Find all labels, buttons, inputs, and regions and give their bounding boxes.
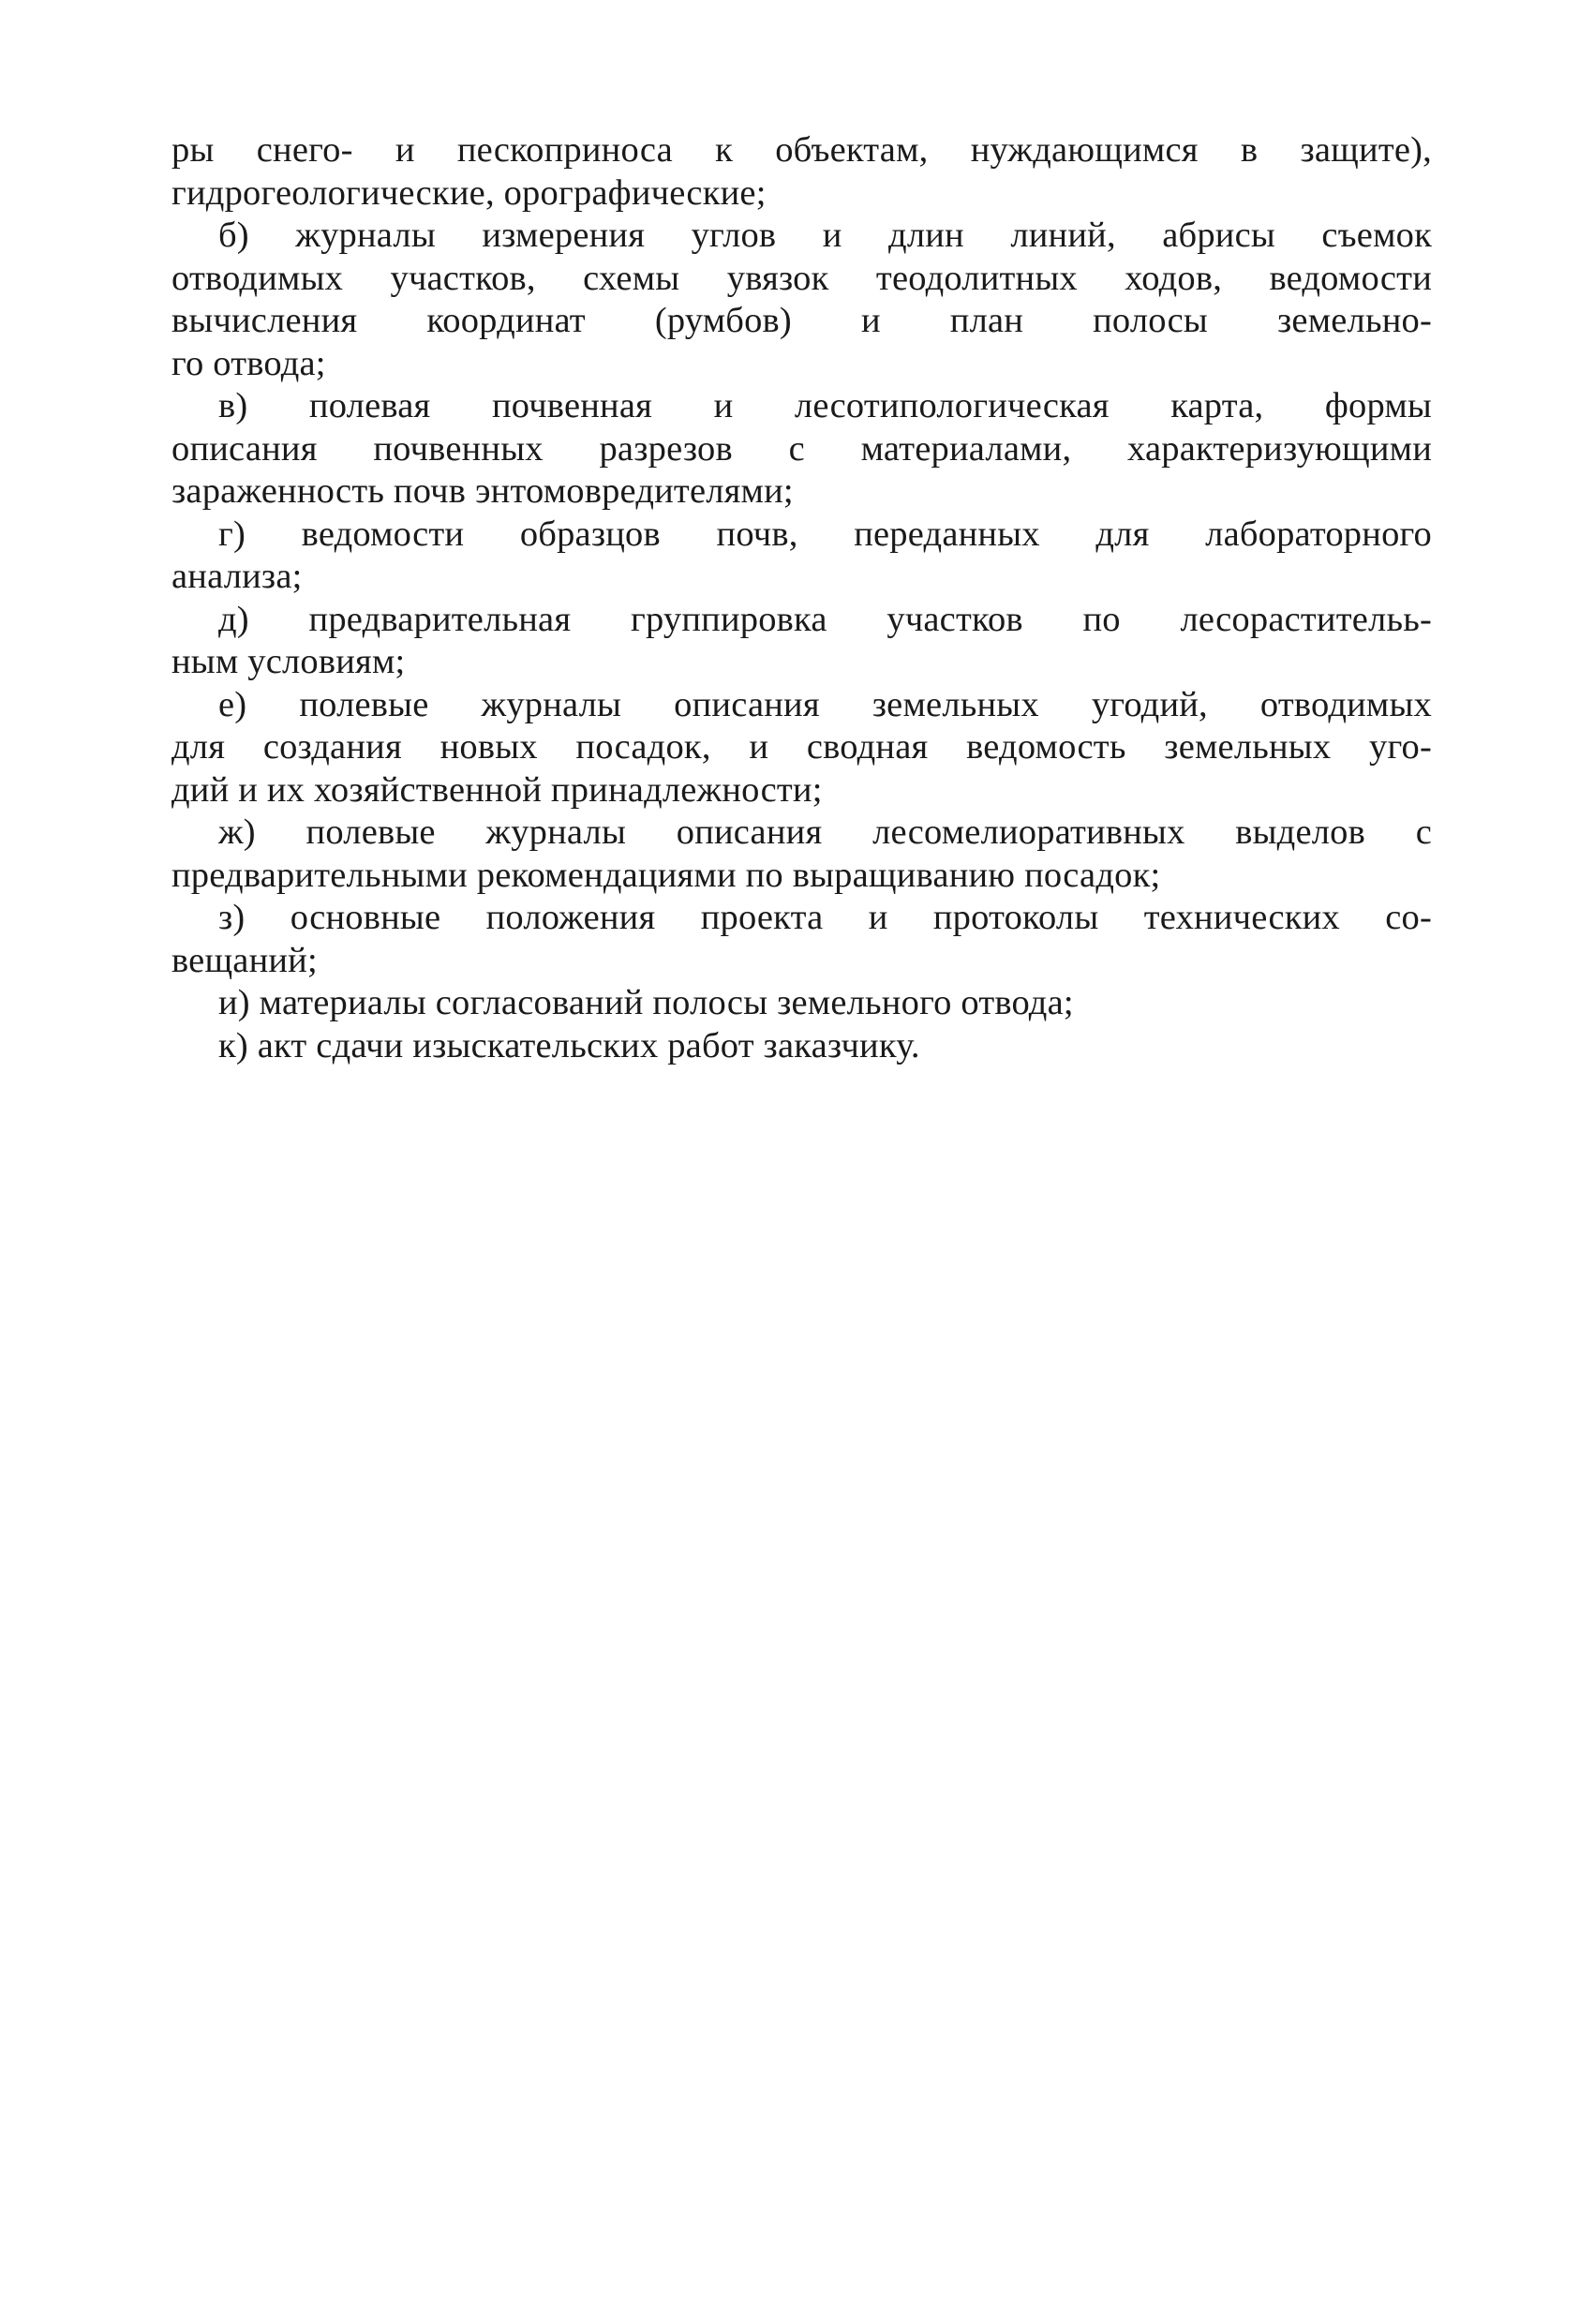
text-line: и) материалы согласований полосы земельного отвода; [218,983,1074,1022]
list-item-k [171,1025,1432,1068]
text-line: дий и их хозяйственной принадлежности; [171,769,823,810]
text-line: к) акт сдачи изыскательских работ заказчику. [218,1025,920,1065]
text-line: д) предварительная группировка участков по лесорастительь- [218,599,1432,639]
text-line: предварительными рекомендациями по выращиванию посадок; [171,855,1161,895]
document-page [171,129,1432,1067]
text-line: гидрогеологические, орографические; [171,172,767,213]
text-line: зараженность почв энтомовредителями; [171,471,794,511]
text-line: б) журналы измерения углов и длин линий, абрисы съемок [218,216,1432,255]
list-item-g [171,514,1432,599]
text-line: го отвода; [171,343,326,383]
text-line: отводимых участков, схемы увязок теодолитных ходов, ведомости [171,258,1432,298]
list-item-i [171,982,1432,1025]
text-line: е) полевые журналы описания земельных угодий, отводимых [218,684,1432,724]
text-line: ры снего- и пескоприноса к объектам, нуждающимся в защите), [171,130,1432,170]
text-line: вычисления координат (румбов) и план полосы земельно- [171,301,1432,340]
list-item-v [171,385,1432,514]
text-line: г) ведомости образцов почв, переданных для лабораторного [218,514,1432,554]
list-item-zh [171,812,1432,897]
text-line: вещаний; [171,940,318,980]
text-line: в) полевая почвенная и лесотипологическая карта, формы [218,386,1432,425]
list-item-b [171,215,1432,385]
list-item-d [171,599,1432,684]
text-line: описания почвенных разрезов с материалами, характеризующими [171,428,1432,469]
list-item-e [171,684,1432,812]
text-line: ным условиям; [171,642,406,681]
text-line: анализа; [171,557,303,596]
text-line: ж) полевые журналы описания лесомелиоративных выделов с [218,812,1432,852]
text-line: для создания новых посадок, и сводная ведомость земельных уго- [171,727,1432,767]
intro-paragraph [171,129,1432,215]
text-line: з) основные положения проекта и протоколы технических со- [218,898,1432,937]
list-item-z [171,897,1432,982]
